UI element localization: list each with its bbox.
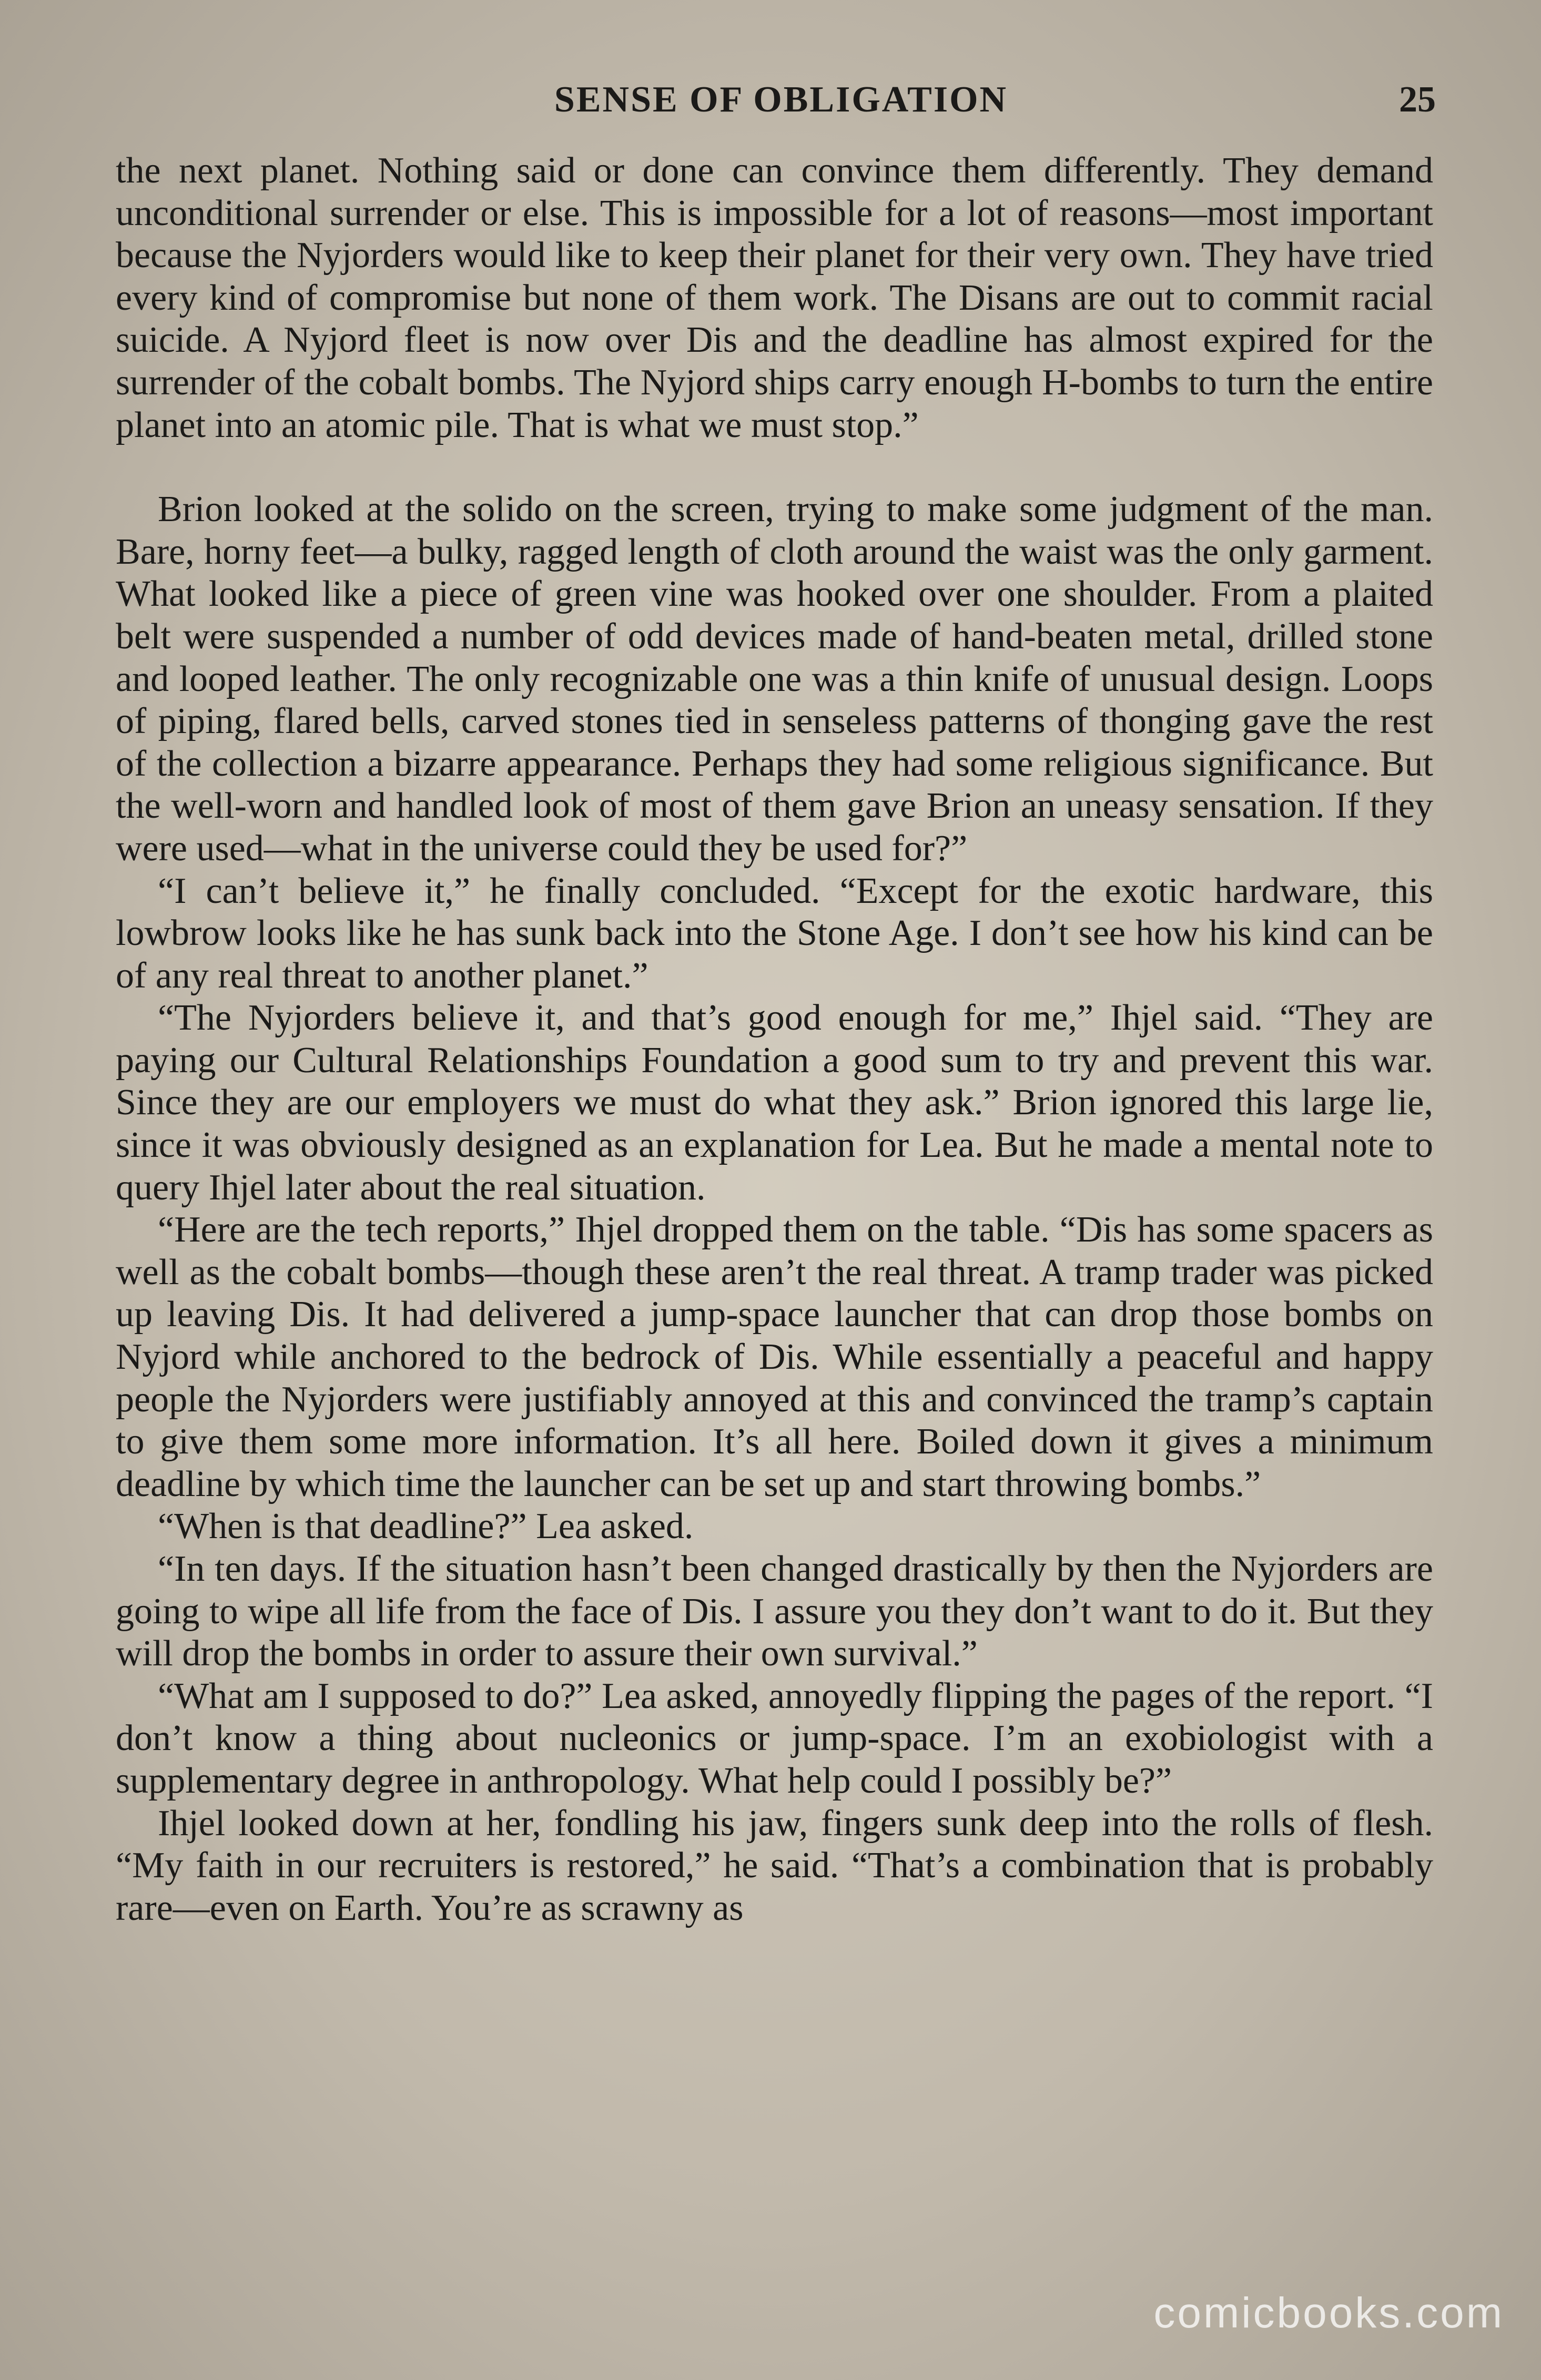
paragraph: “In ten days. If the situation hasn’t been changed drastically by then the Nyjorders are going to wipe all life from the face of Dis. I assure you they don’t want to do it. But they will drop the bombs in order to assure their own survival.” <box>116 1549 1433 1674</box>
paragraph: “When is that deadline?” Lea asked. <box>158 1506 694 1547</box>
paragraph: “The Nyjorders believe it, and that’s good enough for me,” Ihjel said. “They are paying our Cultural Relationships Foundation a good sum to try and prevent this war. Since they are our employers we must do what they ask.” Brion ignored this large lie, since it was obviously designed as an explanation for Lea. But he made a mental note to query Ihjel later about the real situation. <box>116 998 1433 1208</box>
body-text <box>116 150 1433 1929</box>
paragraph: “Here are the tech reports,” Ihjel dropped them on the table. “Dis has some spacers as well as the cobalt bombs—though these aren’t the real threat. A tramp trader was picked up leaving Dis. It had delivered a jump-space launcher that can drop those bombs on Nyjord while anchored to the bedrock of Dis. While essentially a peaceful and happy people the Nyjorders were justifiably annoyed at this and convinced the tramp’s captain to give them some more information. It’s all here. Boiled down it gives a minimum deadline by which time the launcher can be set up and start throwing bombs.” <box>116 1209 1433 1504</box>
paragraph: “I can’t believe it,” he finally concluded. “Except for the exotic hardware, this lowbrow looks like he has sunk back into the Stone Age. I don’t see how his kind can be of any real threat to another planet.” <box>116 870 1433 996</box>
paragraph: “What am I supposed to do?” Lea asked, annoyedly flipping the pages of the report. “I don’t know a thing about nucleonics or jump-space. I’m an exobiologist with a supplementary degree in anthropology. What help could I possibly be?” <box>116 1675 1433 1801</box>
paragraph: Brion looked at the solido on the screen, trying to make some judgment of the man. Bare, horny feet—a bulky, ragged length of cloth around the waist was the only garment. What looked like a piece of green vine was hooked over one shoulder. From a plaited belt were suspended a number of odd devices made of hand-beaten metal, drilled stone and looped leather. The only recognizable one was a thin knife of unusual design. Loops of piping, flared bells, carved stones tied in senseless patterns of thonging gave the rest of the collection a bizarre appearance. Perhaps they had some religious significance. But the well-worn and handled look of most of them gave Brion an uneasy sensation. If they were used—what in the universe could they be used for?” <box>116 489 1433 869</box>
running-head: SENSE OF OBLIGATION <box>554 79 1008 120</box>
paragraph: the next planet. Nothing said or done can convince them differently. They demand unconditional surrender or else. This is impossible for a lot of reasons—most important because the Nyjorders would like to keep their planet for their very own. They have tried every kind of compromise but none of them work. The Disans are out to commit racial suicide. A Nyjord fleet is now over Dis and the deadline has almost expired for the surrender of the cobalt bombs. The Nyjord ships carry enough H-bombs to turn the entire planet into an atomic pile. That is what we must stop.” <box>116 150 1433 445</box>
page-number: 25 <box>1399 79 1436 120</box>
page-header <box>116 79 1446 137</box>
paragraph: Ihjel looked down at her, fondling his jaw, fingers sunk deep into the rolls of flesh. “My faith in our recruiters is restored,” he said. “That’s a combination that is probably rare—even on Earth. You’re as scrawny as <box>116 1803 1433 1928</box>
watermark: comicbooks.com <box>1153 2289 1504 2337</box>
